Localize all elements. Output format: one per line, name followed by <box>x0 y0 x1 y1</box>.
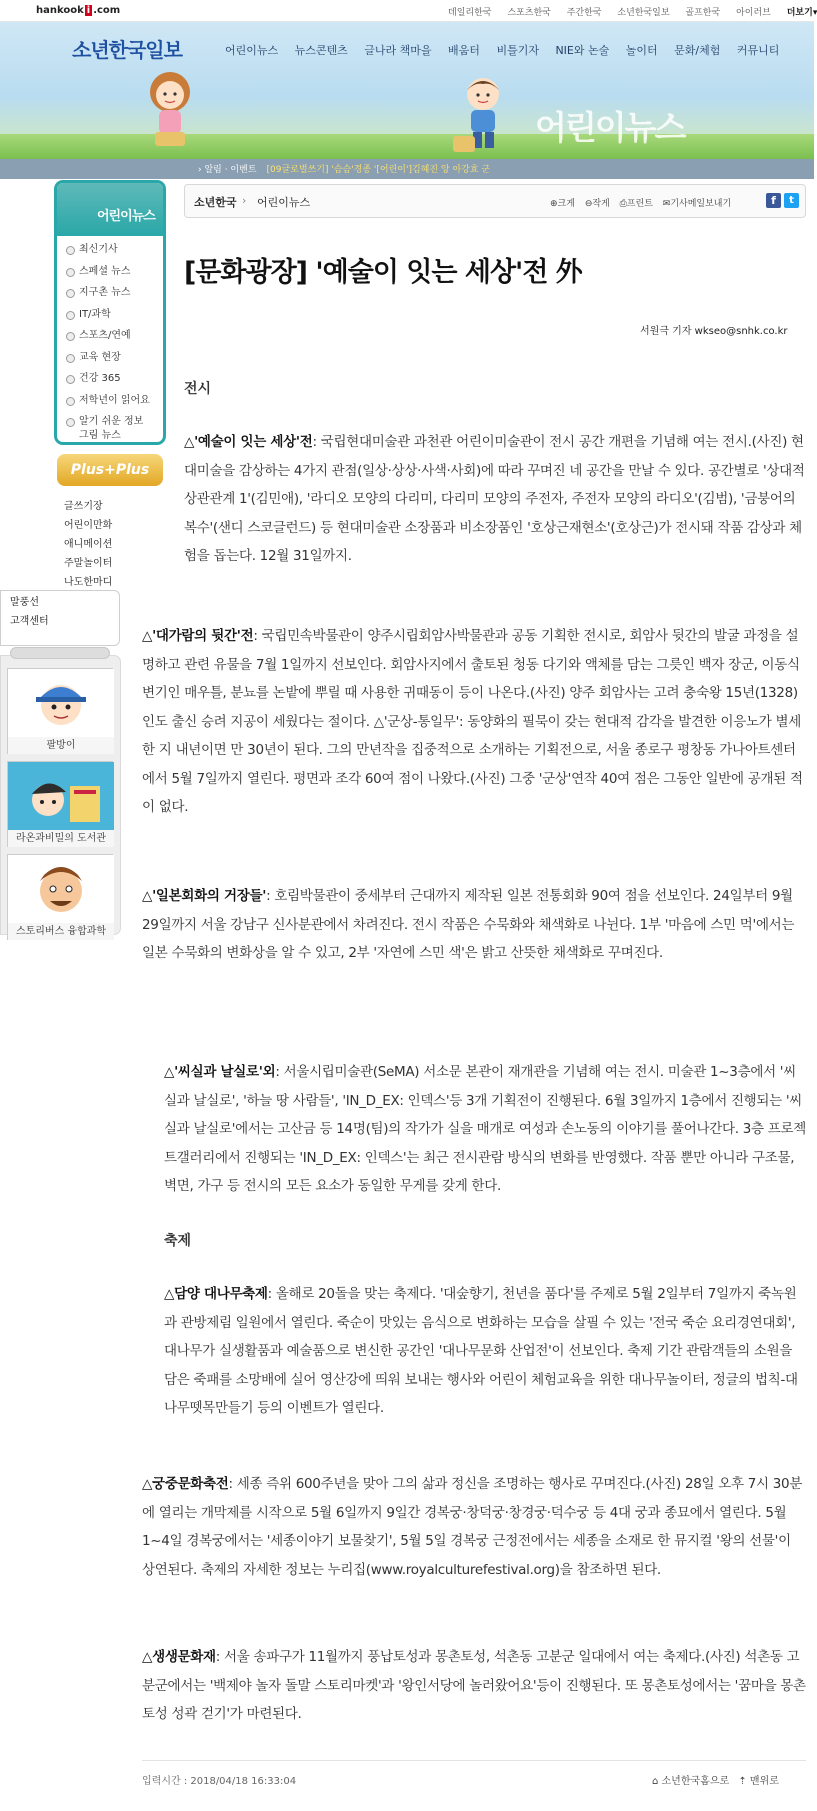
footer-links <box>652 1772 779 1787</box>
nav-item-culture[interactable]: 문화/체험 <box>674 44 721 57</box>
family-link[interactable]: 스포츠한국 <box>507 8 551 18</box>
article-title: [문화광장] '예술이 잇는 세상'전 外 <box>184 257 582 288</box>
storybus-icon <box>8 855 114 923</box>
sidebar-header <box>57 183 163 236</box>
font-smaller-button[interactable]: ⊖작게 <box>584 199 610 209</box>
site-logo[interactable]: 소년한국일보 <box>72 38 182 62</box>
plus-link-animation[interactable]: 애니메이션 <box>64 539 113 550</box>
notice-strip <box>0 159 814 179</box>
notice-label[interactable]: › 알림 · 이벤트 <box>198 165 257 175</box>
nav-item-learning[interactable]: 배움터 <box>448 44 480 57</box>
section-heading-exhibition: 전시 <box>184 381 212 397</box>
paragraph-lead: △궁중문화축전 <box>142 1476 229 1492</box>
font-larger-button[interactable]: ⊕크게 <box>550 199 575 209</box>
cartoon-card-raon[interactable] <box>7 761 113 847</box>
family-link[interactable]: 소년한국일보 <box>617 8 670 18</box>
email-article-button[interactable]: ✉기사메일보내기 <box>662 199 732 209</box>
paragraph-lead: △'대가람의 뒷간'전 <box>142 628 254 644</box>
cartoon-card-palbangi[interactable] <box>7 668 113 754</box>
paragraph-body: : 올해로 20돌을 맞는 축제다. '대숲향기, 천년을 품다'를 주제로 5월 2일부터 7일까지 죽녹원과 관방제림 일원에서 열린다. 죽순이 맛있는 음식으로 변화하는 모습을 살필 수 있는 '전국 죽순 요리경연대회', 대나무가 실생활품과 예술품으로 변신한 공간인 '대나무문화 산업전'이 선보인다. 축제 기간 관람객들의 소원을 담은 죽패를 소망배에 실어 영산강에 띄워 보내는 행사와 어린이 체험교육을 위한 대나무놀이터, 정글의 법칙-대나무뗏목만들기 등의 이벤트가 열린다. <box>164 1286 798 1416</box>
plus-plus-banner[interactable]: Plus+Plus <box>57 454 163 486</box>
family-link[interactable]: 주간한국 <box>566 8 602 18</box>
paragraph-lead: △'예술이 잇는 세상'전 <box>184 434 313 450</box>
family-link[interactable]: 아이러브 <box>736 8 771 18</box>
article-tools <box>550 196 738 209</box>
footer-divider <box>142 1760 806 1761</box>
paragraph-lead: △담양 대나무축제 <box>164 1286 268 1302</box>
sidebar-item-sports[interactable]: 스포츠/연예 <box>65 329 150 351</box>
banner-title: 어린이뉴스 <box>535 108 685 147</box>
sidebar-title: 어린이뉴스 <box>97 209 155 224</box>
site-header <box>0 22 814 159</box>
cartoon-caption: 팔방이 <box>8 737 114 754</box>
print-button[interactable]: ⎙프린트 <box>619 199 653 209</box>
sidebar-item-health[interactable]: 건강 365 <box>65 372 150 394</box>
nav-item-news-contents[interactable]: 뉴스콘텐츠 <box>294 44 348 57</box>
more-sites-button[interactable]: 더보기▾ <box>786 8 817 18</box>
family-site-links <box>448 5 817 18</box>
cartoon-card-storybus[interactable] <box>7 854 113 940</box>
nav-item-nie[interactable]: NIE와 논술 <box>555 44 610 57</box>
girl-illustration <box>135 62 205 152</box>
nav-item-community[interactable]: 커뮤니티 <box>736 44 780 57</box>
plus-links <box>64 497 112 592</box>
paragraph-body: : 세종 즉위 600주년을 맞아 그의 삶과 정신을 조명하는 행사로 꾸며진다.(사진) 28일 오후 7시 30분에 열리는 개막제를 시작으로 5월 6일까지 9일간 경복궁·창덕궁·창경궁·덕수궁 등 4대 궁과 종묘에서 열린다. 5월 1~4일 경복궁에서는 '세종이야기 보물찾기', 5월 5일 경복궁 근정전에서는 세종을 소재로 한 뮤지컬 '왕의 선물'이 상연된다. 축제의 자세한 정보는 누리집(www.royalculturefestival.org)을 참조하면 된다. <box>142 1476 803 1578</box>
sidebar-item-graphic-news[interactable] <box>65 415 150 443</box>
plus-link-writing[interactable]: 글쓰기장 <box>64 501 103 512</box>
family-link[interactable]: 골프한국 <box>685 8 721 18</box>
notice-headline[interactable]: [09글로벌쓰기] '슴슴'경종 '[어린이']김혜진 앙 아강효 군 <box>266 165 491 175</box>
breadcrumb-home[interactable]: 소년한국 <box>194 196 237 209</box>
paragraph-body: : 서울시립미술관(SeMA) 서소문 본관이 재개관을 기념해 여는 전시. 미술관 1~3층에서 '씨실과 날실로', '하늘 땅 사람들', 'IN_D_EX: 인덱스'등 3개 기획전이 진행된다. 6월 3일까지 1층에서 진행되는 '씨실과 날실로'에서는 고산금 등 14명(팀)의 작가가 실을 매개로 여성과 손노동의 이야기를 풀어나간다. 3층 프로젝트갤러리에서 진행되는 'IN_D_EX: 인덱스'는 최근 전시관람 방식의 변화를 반영했다. 작품 뿐만 아니라 구조물, 벽면, 가구 등 전시의 모든 요소가 동일한 무게를 갖게 한다. <box>164 1064 806 1194</box>
sidebar-menu <box>65 243 150 443</box>
sidebar-item-lower-grades[interactable]: 저학년이 읽어요 <box>65 394 150 416</box>
nav-item-book-village[interactable]: 글나라 책마을 <box>364 44 432 57</box>
article-byline: 서원극 기자 wkseo@snhk.co.kr <box>640 326 788 337</box>
article-paragraph <box>164 1058 806 1201</box>
cartoon-caption: 스토리버스 융합과학 <box>8 923 114 940</box>
twitter-icon[interactable]: t <box>784 193 799 208</box>
raon-library-icon <box>8 762 114 830</box>
article-paragraph <box>142 882 806 968</box>
article-paragraph <box>184 428 806 571</box>
hankook-logo[interactable]: hankook i .com <box>36 5 121 16</box>
paragraph-lead: △'일본회화의 거장들' <box>142 888 267 904</box>
sidebar-item-latest[interactable]: 최신기사 <box>65 243 150 265</box>
nav-item-playground[interactable]: 놀이터 <box>625 44 658 57</box>
breadcrumb-separator: › <box>242 194 247 207</box>
cartoon-caption: 라온과비밀의 도서관 <box>8 830 114 847</box>
plus-link-comics[interactable]: 어린이만화 <box>64 520 113 531</box>
palbangi-icon <box>8 669 114 737</box>
main-nav <box>225 42 792 58</box>
paragraph-body: : 국립민속박물관이 양주시립회암사박물관과 공동 기획한 전시로, 회암사 뒷간의 발굴 과정을 설명하고 관련 유물을 7월 1일까지 선보인다. 회암사지에서 출토된 청동 다기와 액체를 담는 그릇인 백자 장군, 이동식 변기인 매우틀, 분뇨를 논밭에 뿌릴 때 사용한 귀때동이 등이 나온다.(사진) 양주 회암사는 고려 충숙왕 15년(1328) 인도 출신 승려 지공이 세웠다는 절이다. △'군상-통일무': 동양화의 필묵이 갖는 현대적 감각을 발견한 이응노가 별세한 지 내년이면 만 30년이 된다. 그의 만년작을 집중적으로 소개하는 기획전으로, 서울 종로구 평창동 가나아트센터에서 5월 7일까지 열린다. 평면과 조각 60여 점이 나왔다.(사진) 그중 '군상'연작 40여 점은 그동안 일반에 공개된 적이 없다. <box>142 628 803 815</box>
article-paragraph <box>142 622 806 822</box>
nav-item-kids-news[interactable]: 어린이뉴스 <box>225 44 279 57</box>
plus-link-weekend[interactable]: 주말놀이터 <box>64 558 113 569</box>
plus-link-opinion[interactable]: 나도한마디 <box>64 577 113 588</box>
rail-handle <box>10 647 110 659</box>
customer-links <box>10 593 49 631</box>
notice-ticker <box>198 162 490 175</box>
customer-center-link[interactable]: 고객센터 <box>10 616 49 627</box>
sidebar-item-world[interactable]: 지구촌 뉴스 <box>65 286 150 308</box>
back-to-top-link[interactable]: ⇡ 맨위로 <box>738 1776 779 1787</box>
input-timestamp: 입력시간 : 2018/04/18 16:33:04 <box>142 1776 297 1787</box>
sidebar-item-it-science[interactable]: IT/과학 <box>65 308 150 330</box>
breadcrumb-current[interactable]: 어린이뉴스 <box>257 196 311 209</box>
speech-bubble-link[interactable]: 말풍선 <box>10 597 39 608</box>
boy-illustration <box>445 66 520 156</box>
sidebar-menu-box <box>54 180 166 445</box>
facebook-icon[interactable]: f <box>766 193 781 208</box>
paragraph-body: : 국립현대미술관 과천관 어린이미술관이 전시 공간 개편을 기념해 여는 전시.(사진) 현대미술을 감상하는 4가지 관점(일상·상상·사색·사회)에 따라 꾸며진 네 공간을 만날 수 있다. 공간별로 '상대적 상관관계 1'(김민애), '라디오 모양의 다리미, 다리미 모양의 주전자, 주전자 모양의 라디오'(김범), '금붕어의 복수'(샌디 스코글런드) 등 현대미술관 소장품과 비소장품인 '호상근재현소'(호상근)가 전시돼 작품 감상과 체험을 돕는다. 12월 31일까지. <box>184 434 805 564</box>
paragraph-lead: △생생문화재 <box>142 1649 216 1665</box>
grass-decoration <box>0 134 814 159</box>
home-link[interactable]: ⌂ 소년한국홈으로 <box>652 1776 730 1787</box>
sidebar-item-education[interactable]: 교육 현장 <box>65 351 150 373</box>
sidebar-item-label: 알기 쉬운 정보 그림 뉴스 <box>79 416 144 441</box>
sidebar-item-special[interactable]: 스페셜 뉴스 <box>65 265 150 287</box>
paragraph-body: : 서울 송파구가 11월까지 풍납토성과 몽촌토성, 석촌동 고분군 일대에서 여는 축제다.(사진) 석촌동 고분군에서는 '백제야 놀자 돌말 스토리마켓'과 '왕인서당에 놀러왔어요'등이 진행된다. 또 몽촌토성에서는 '꿈마을 몽촌토성 성곽 걷기'가 마련된다. <box>142 1649 806 1722</box>
section-heading-festival: 축제 <box>164 1233 192 1249</box>
nav-item-reporter[interactable]: 비틀기자 <box>496 44 539 57</box>
article-paragraph <box>142 1643 806 1729</box>
article-paragraph <box>142 1470 806 1584</box>
paragraph-body: : 호림박물관이 중세부터 근대까지 제작된 일본 전통회화 90여 점을 선보인다. 24일부터 9월 29일까지 서울 강남구 신사분관에서 차려진다. 전시 작품은 수묵화와 채색화로 나뉜다. 1부 '마음에 스민 먹'에서는 일본 수묵화의 변화상을 알 수 있고, 2부 '자연에 스민 색'은 밝고 산뜻한 채색화로 꾸며진다. <box>142 888 795 961</box>
family-link[interactable]: 데일리한국 <box>448 8 492 18</box>
article-paragraph <box>164 1280 806 1423</box>
top-utility-bar <box>0 0 817 22</box>
paragraph-lead: △'씨실과 날실로'외 <box>164 1064 276 1080</box>
